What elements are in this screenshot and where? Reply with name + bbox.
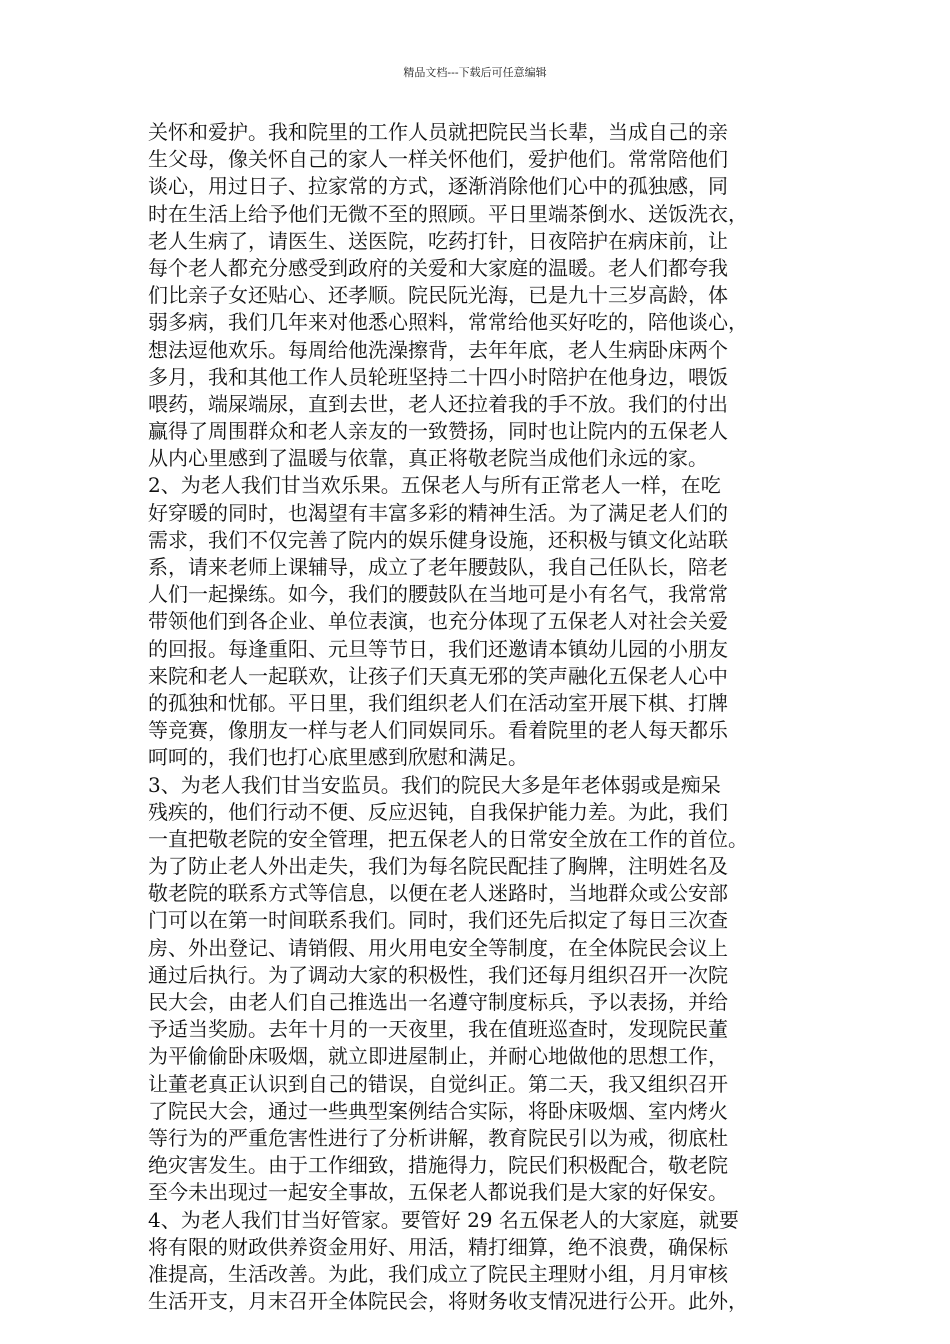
text-line: 敬老院的联系方式等信息，以便在老人迷路时，当地群众或公安部	[148, 881, 728, 906]
text-line: 们比亲子女还贴心、还孝顺。院民阮光海，已是九十三岁高龄，体	[148, 283, 728, 308]
text-line: 喂药，端屎端尿，直到去世，老人还拉着我的手不放。我们的付出	[148, 391, 728, 416]
text-line: 需求，我们不仅完善了院内的娱乐健身设施，还积极与镇文化站联	[148, 527, 728, 552]
text-line: 时在生活上给予他们无微不至的照顾。平日里端茶倒水、送饭洗衣，	[148, 201, 748, 226]
text-line: 赢得了周围群众和老人亲友的一致赞扬，同时也让院内的五保老人	[148, 419, 728, 444]
text-line: 残疾的，他们行动不便、反应迟钝，自我保护能力差。为此，我们	[148, 799, 728, 824]
text-line: 的回报。每逢重阳、元旦等节日，我们还邀请本镇幼儿园的小朋友	[148, 636, 728, 661]
text-line: 绝灾害发生。由于工作细致，措施得力，院民们积极配合，敬老院	[148, 1153, 728, 1178]
text-line: 等竞赛，像朋友一样与老人们同娱同乐。看着院里的老人每天都乐	[148, 718, 728, 743]
text-line: 呵呵的，我们也打心底里感到欣慰和满足。	[148, 745, 528, 770]
text-line: 多月，我和其他工作人员轮班坚持二十四小时陪护在他身边，喂饭	[148, 364, 728, 389]
text-line: 带领他们到各企业、单位表演，也充分体现了五保老人对社会关爱	[148, 609, 728, 634]
text-line: 生活开支，月末召开全体院民会，将财务收支情况进行公开。此外，	[148, 1289, 748, 1314]
text-line: 4、为老人我们甘当好管家。要管好 29 名五保老人的大家庭，就要	[148, 1207, 739, 1232]
text-line: 好穿暖的同时，也渴望有丰富多彩的精神生活。为了满足老人们的	[148, 500, 728, 525]
text-line: 从内心里感到了温暖与依靠，真正将敬老院当成他们永远的家。	[148, 446, 708, 471]
text-line: 为平偷偷卧床吸烟，就立即进屋制止，并耐心地做他的思想工作，	[148, 1044, 728, 1069]
text-line: 的孤独和忧郁。平日里，我们组织老人们在活动室开展下棋、打牌	[148, 690, 728, 715]
text-line: 一直把敬老院的安全管理，把五保老人的日常安全放在工作的首位。	[148, 826, 748, 851]
text-line: 准提高，生活改善。为此，我们成立了院民主理财小组，月月审核	[148, 1261, 728, 1286]
text-line: 房、外出登记、请销假、用火用电安全等制度，在全体院民会议上	[148, 935, 728, 960]
text-line: 来院和老人一起联欢，让孩子们天真无邪的笑声融化五保老人心中	[148, 663, 728, 688]
text-line: 门可以在第一时间联系我们。同时，我们还先后拟定了每日三次查	[148, 908, 728, 933]
text-line: 3、为老人我们甘当安监员。我们的院民大多是年老体弱或是痴呆	[148, 772, 721, 797]
text-line: 予适当奖励。去年十月的一天夜里，我在值班巡查时，发现院民董	[148, 1017, 728, 1042]
text-line: 每个老人都充分感受到政府的关爱和大家庭的温暖。老人们都夸我	[148, 255, 728, 280]
text-line: 至今未出现过一起安全事故，五保老人都说我们是大家的好保安。	[148, 1180, 728, 1205]
text-line: 老人生病了，请医生、送医院，吃药打针，日夜陪护在病床前，让	[148, 228, 728, 253]
text-line: 关怀和爱护。我和院里的工作人员就把院民当长辈，当成自己的亲	[148, 120, 728, 144]
page-header: 精品文档---下载后可任意编辑	[403, 66, 547, 79]
text-line: 谈心，用过日子、拉家常的方式，逐渐消除他们心中的孤独感，同	[148, 174, 728, 199]
text-line: 生父母，像关怀自己的家人一样关怀他们，爱护他们。常常陪他们	[148, 147, 728, 172]
text-line: 将有限的财政供养资金用好、用活，精打细算，绝不浪费，确保标	[148, 1234, 728, 1259]
text-line: 通过后执行。为了调动大家的积极性，我们还每月组织召开一次院	[148, 962, 728, 987]
text-line: 想法逗他欢乐。每周给他洗澡擦背，去年年底，老人生病卧床两个	[148, 337, 728, 362]
text-line: 系，请来老师上课辅导，成立了老年腰鼓队，我自己任队长，陪老	[148, 555, 728, 579]
text-line: 2、为老人我们甘当欢乐果。五保老人与所有正常老人一样，在吃	[148, 473, 721, 498]
text-line: 等行为的严重危害性进行了分析讲解，教育院民引以为戒，彻底杜	[148, 1125, 728, 1150]
text-line: 了院民大会，通过一些典型案例结合实际，将卧床吸烟、室内烤火	[148, 1098, 728, 1123]
document-body	[148, 119, 828, 1315]
text-line: 民大会，由老人们自己推选出一名遵守制度标兵，予以表扬，并给	[148, 990, 728, 1014]
text-line: 让董老真正认识到自己的错误，自觉纠正。第二天，我又组织召开	[148, 1071, 728, 1096]
text-line: 人们一起操练。如今，我们的腰鼓队在当地可是小有名气，我常常	[148, 582, 728, 607]
text-line: 弱多病，我们几年来对他悉心照料，常常给他买好吃的，陪他谈心，	[148, 310, 748, 335]
text-line: 为了防止老人外出走失，我们为每名院民配挂了胸牌，注明姓名及	[148, 854, 728, 879]
